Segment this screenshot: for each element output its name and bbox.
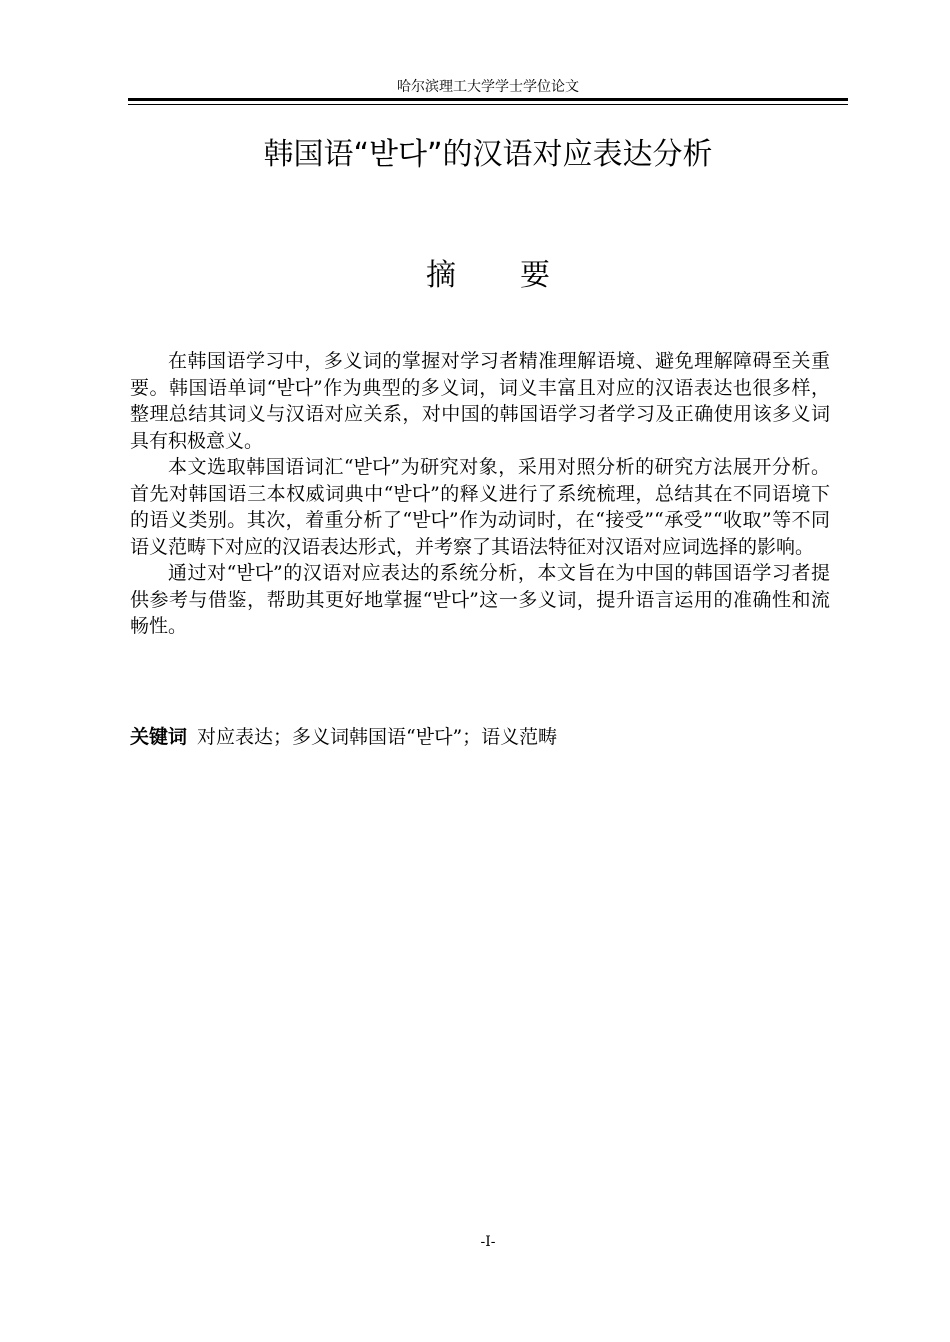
thesis-title: 韩国语“받다”的汉语对应表达分析 xyxy=(263,137,713,172)
running-header: 哈尔滨理工大学学士学位论文 xyxy=(397,79,579,95)
keywords-line xyxy=(130,723,830,751)
abstract-paragraph-2: 本文选取韩国语词汇“받다”为研究对象，采用对照分析的研究方法展开分析。首先对韩国语三本权威词典中“받다”的释义进行了系统梳理，总结其在不同语境下的语义类别。其次，着重分析了“받다”作为动词时，在“接受”“承受”“收取”等不同语义范畴下对应的汉语表达形式，并考察了其语法特征对汉语对应词选择的影响。 xyxy=(130,456,830,558)
abstract-paragraph-3: 通过对“받다”的汉语对应表达的系统分析，本文旨在为中国的韩国语学习者提供参考与借鉴，帮助其更好地掌握“받다”这一多义词，提升语言运用的准确性和流畅性。 xyxy=(130,562,830,637)
abstract-body xyxy=(130,348,830,640)
header-rule-thin xyxy=(128,104,848,105)
abstract-heading: 摘要 xyxy=(426,258,614,293)
page-number: -I- xyxy=(480,1234,496,1250)
keywords-text: 对应表达；多义词韩国语“받다”；语义范畴 xyxy=(197,726,558,748)
abstract-paragraph-1: 在韩国语学习中，多义词的掌握对学习者精准理解语境、避免理解障碍至关重要。韩国语单词“받다”作为典型的多义词，词义丰富且对应的汉语表达也很多样，整理总结其词义与汉语对应关系，对中国的韩国语学习者学习及正确使用该多义词具有积极意义。 xyxy=(130,350,830,452)
header-rule-thick xyxy=(128,98,848,101)
keywords-label: 关键词 xyxy=(130,726,188,748)
